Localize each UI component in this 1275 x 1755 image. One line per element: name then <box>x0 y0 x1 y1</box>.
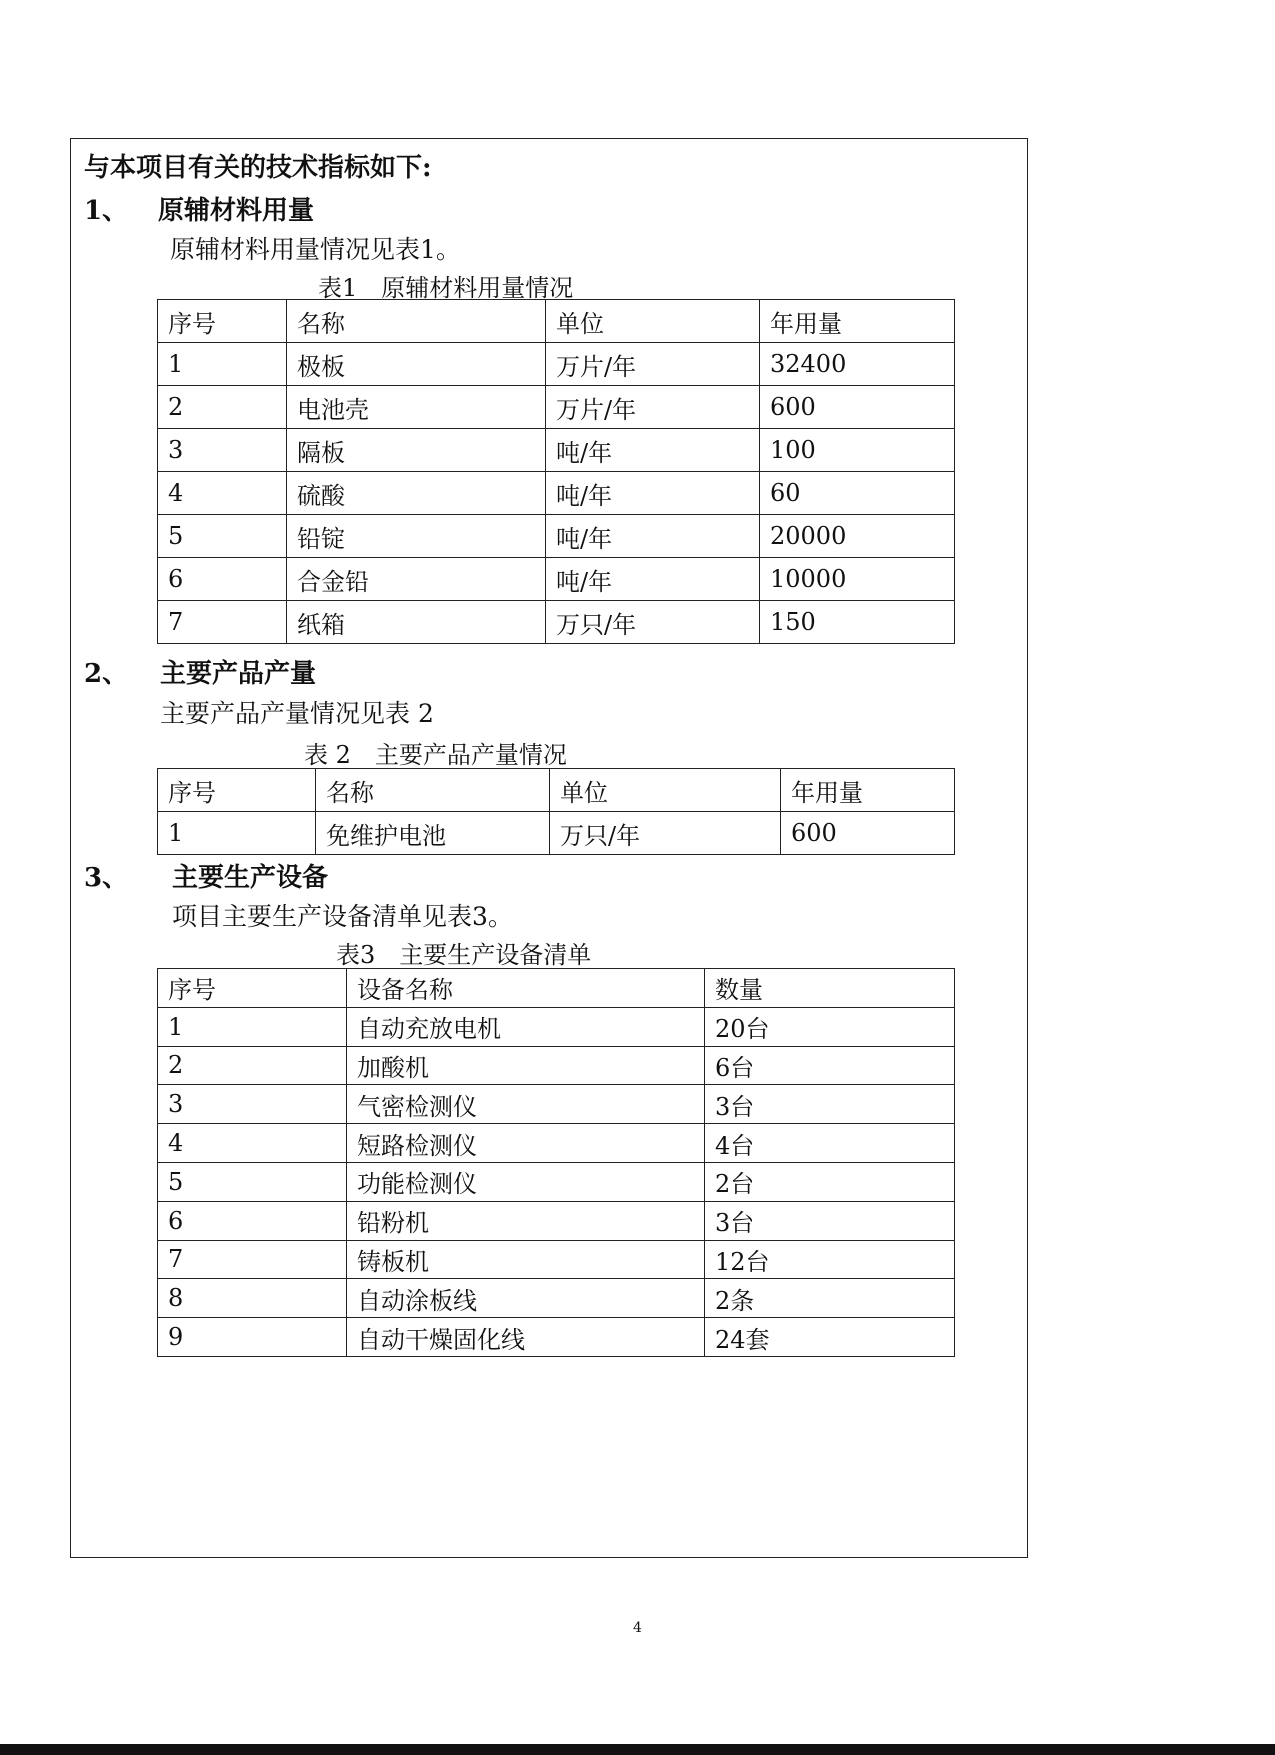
table1-cell: 合金铅 <box>287 558 546 601</box>
table1-row <box>158 343 955 386</box>
table3-cell: 1 <box>158 1007 347 1046</box>
table3 <box>157 968 955 1357</box>
table3-cell: 铅粉机 <box>347 1201 705 1240</box>
table1-cell: 万片/年 <box>546 386 760 429</box>
table1-header-cell: 名称 <box>287 300 546 343</box>
table3-header-cell: 设备名称 <box>347 969 705 1008</box>
table2-cell: 万只/年 <box>550 812 781 855</box>
table3-cell: 短路检测仪 <box>347 1124 705 1163</box>
table1-row <box>158 558 955 601</box>
table3-cell: 5 <box>158 1162 347 1201</box>
table3-cell: 自动涂板线 <box>347 1279 705 1318</box>
table3-cell: 加酸机 <box>347 1046 705 1085</box>
table1-header-cell: 序号 <box>158 300 287 343</box>
table1-cell: 隔板 <box>287 429 546 472</box>
section-2-text: 主要产品产量情况见表 2 <box>160 699 434 728</box>
section-3-title: 主要生产设备 <box>172 863 329 893</box>
table2-header-cell: 名称 <box>316 769 550 812</box>
section-3-text: 项目主要生产设备清单见表3。 <box>172 902 513 931</box>
section-1-number: 1、 <box>84 196 129 226</box>
table2-cell: 1 <box>158 812 316 855</box>
table1-caption: 表1 原辅材料用量情况 <box>318 274 574 302</box>
table3-row <box>158 1085 955 1124</box>
table3-cell: 3台 <box>705 1201 955 1240</box>
table1-cell: 吨/年 <box>546 429 760 472</box>
table1-cell: 硫酸 <box>287 472 546 515</box>
table3-row <box>158 1124 955 1163</box>
table1-row <box>158 386 955 429</box>
section-2-title: 主要产品产量 <box>160 659 317 689</box>
table3-row <box>158 1240 955 1279</box>
table3-cell: 4台 <box>705 1124 955 1163</box>
table1-header-row <box>158 300 955 343</box>
table1-cell: 32400 <box>760 343 955 386</box>
table1-cell: 7 <box>158 601 287 644</box>
table3-cell: 自动充放电机 <box>347 1007 705 1046</box>
table3-row <box>158 1201 955 1240</box>
table1-cell: 吨/年 <box>546 558 760 601</box>
table2 <box>157 768 955 855</box>
table1-cell: 100 <box>760 429 955 472</box>
table2-header-row <box>158 769 955 812</box>
table3-row <box>158 1318 955 1357</box>
table1-cell: 6 <box>158 558 287 601</box>
intro-heading: 与本项目有关的技术指标如下: <box>84 153 432 183</box>
section-2-number: 2、 <box>84 659 129 689</box>
table1-header-cell: 单位 <box>546 300 760 343</box>
table1-cell: 1 <box>158 343 287 386</box>
table2-header-cell: 年用量 <box>781 769 955 812</box>
table1-cell: 纸箱 <box>287 601 546 644</box>
table3-cell: 自动干燥固化线 <box>347 1318 705 1357</box>
table3-cell: 3台 <box>705 1085 955 1124</box>
table3-header-cell: 数量 <box>705 969 955 1008</box>
table1-cell: 吨/年 <box>546 472 760 515</box>
table1-row <box>158 429 955 472</box>
table1-cell: 万片/年 <box>546 343 760 386</box>
table3-row <box>158 1162 955 1201</box>
table3-cell: 12台 <box>705 1240 955 1279</box>
table1-cell: 3 <box>158 429 287 472</box>
table2-header-cell: 序号 <box>158 769 316 812</box>
table3-row <box>158 1007 955 1046</box>
table1-header-cell: 年用量 <box>760 300 955 343</box>
page-number: 4 <box>633 1620 642 1636</box>
table3-caption: 表3 主要生产设备清单 <box>336 941 592 969</box>
table1-cell: 电池壳 <box>287 386 546 429</box>
table1-cell: 150 <box>760 601 955 644</box>
scan-edge-bar <box>0 1744 1275 1755</box>
table1-cell: 4 <box>158 472 287 515</box>
table1-cell: 10000 <box>760 558 955 601</box>
table3-row <box>158 1279 955 1318</box>
table3-cell: 9 <box>158 1318 347 1357</box>
table1-cell: 5 <box>158 515 287 558</box>
table3-header-row <box>158 969 955 1008</box>
table3-cell: 7 <box>158 1240 347 1279</box>
table1-cell: 万只/年 <box>546 601 760 644</box>
table1 <box>157 299 955 644</box>
table2-cell: 600 <box>781 812 955 855</box>
table1-cell: 铅锭 <box>287 515 546 558</box>
table3-cell: 4 <box>158 1124 347 1163</box>
table1-cell: 600 <box>760 386 955 429</box>
table3-cell: 铸板机 <box>347 1240 705 1279</box>
table1-cell: 2 <box>158 386 287 429</box>
table1-cell: 吨/年 <box>546 515 760 558</box>
table3-cell: 3 <box>158 1085 347 1124</box>
table1-row <box>158 515 955 558</box>
table3-cell: 2条 <box>705 1279 955 1318</box>
table3-cell: 2 <box>158 1046 347 1085</box>
table2-cell: 免维护电池 <box>316 812 550 855</box>
table3-cell: 6台 <box>705 1046 955 1085</box>
table3-header-cell: 序号 <box>158 969 347 1008</box>
table3-cell: 8 <box>158 1279 347 1318</box>
table3-cell: 功能检测仪 <box>347 1162 705 1201</box>
table2-caption: 表 2 主要产品产量情况 <box>304 741 567 769</box>
table3-row <box>158 1046 955 1085</box>
table3-cell: 气密检测仪 <box>347 1085 705 1124</box>
table1-cell: 20000 <box>760 515 955 558</box>
section-3-number: 3、 <box>84 863 129 893</box>
table2-header-cell: 单位 <box>550 769 781 812</box>
table1-row <box>158 472 955 515</box>
table1-row <box>158 601 955 644</box>
table3-cell: 20台 <box>705 1007 955 1046</box>
section-1-title: 原辅材料用量 <box>158 196 315 226</box>
section-1-text: 原辅材料用量情况见表1。 <box>170 235 461 264</box>
table2-row <box>158 812 955 855</box>
table3-cell: 2台 <box>705 1162 955 1201</box>
table1-cell: 60 <box>760 472 955 515</box>
table1-cell: 极板 <box>287 343 546 386</box>
table3-cell: 24套 <box>705 1318 955 1357</box>
table3-cell: 6 <box>158 1201 347 1240</box>
